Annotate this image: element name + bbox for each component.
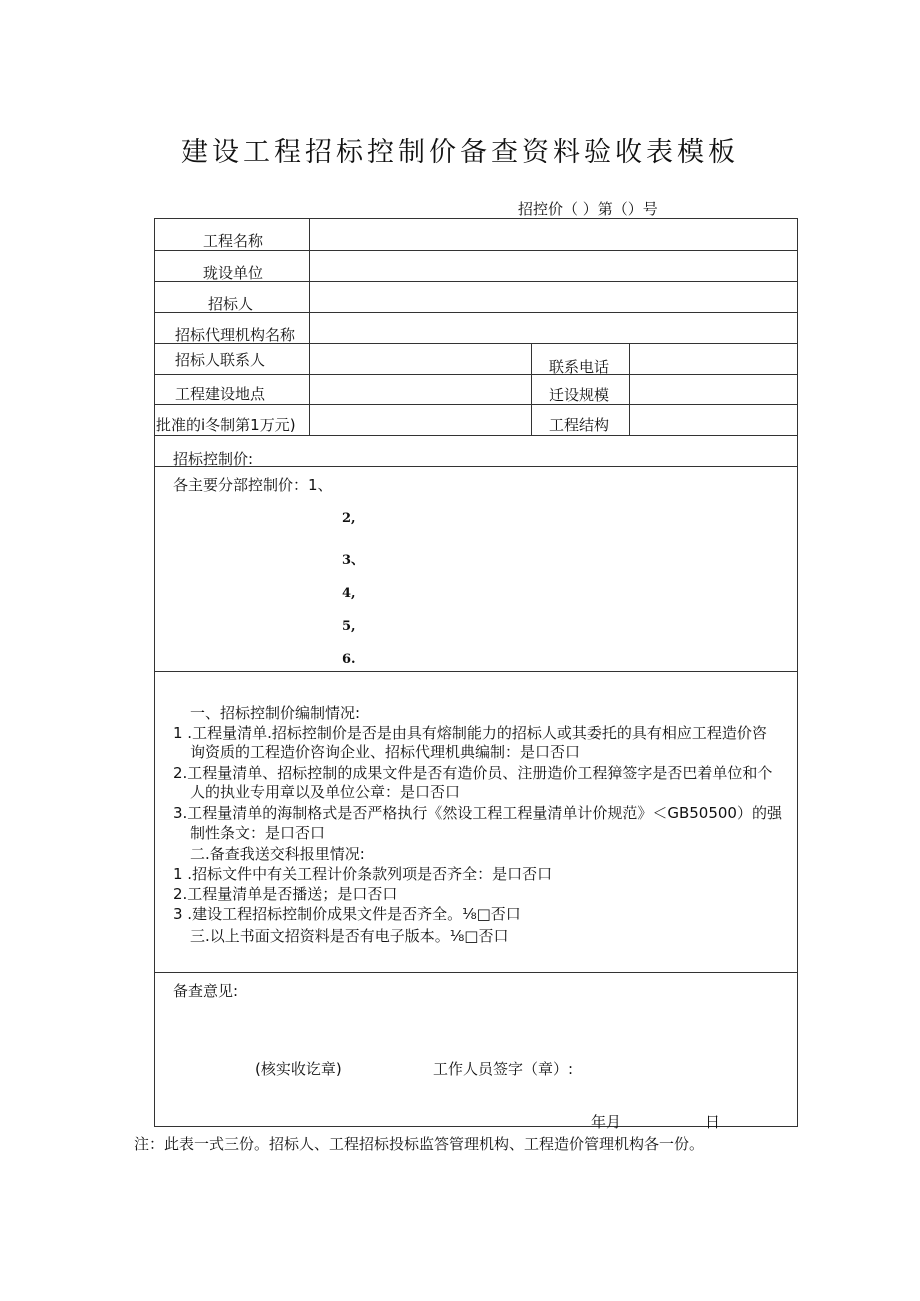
document-number: 招控价（ ）第（）号 (518, 200, 658, 218)
site-label: 工程建设地点 (175, 385, 266, 403)
contact-label: 招标人联系人 (175, 351, 266, 369)
sub-item-4: 4, (342, 586, 356, 601)
approved-budget-label: 批准的i冬制第1万元) (156, 416, 296, 434)
row-divider (154, 671, 798, 672)
sub-item-6: 6. (342, 652, 356, 667)
check-line: 2.工程量清单是否播送；是口否口 (173, 885, 398, 903)
control-price-label: 招标控制价: (173, 450, 254, 468)
check-section-1-heading: 一、招标控制价编制情况: (190, 704, 361, 722)
construction-unit-label: 珑设单位 (203, 264, 264, 282)
signature-label: 工作人员签字（章）: (433, 1060, 574, 1078)
agency-label: 招标代理机构名称 (175, 326, 296, 344)
row-divider (154, 435, 798, 436)
project-name-label: 工程名称 (203, 232, 264, 250)
check-line: 3 .建设工程招标控制价成果文件是否齐全。⅛□否口 (173, 905, 521, 923)
column-divider (531, 343, 532, 435)
phone-label: 联系电话 (549, 358, 610, 376)
check-line: 询资质的工程造价咨询企业、招标代理机典编制：是口否口 (190, 743, 581, 761)
page-title: 建设工程招标控制价备查资料验收表模板 (181, 137, 739, 168)
scale-label: 迁设规模 (549, 386, 610, 404)
sub-price-label: 各主要分部控制价：1、 (173, 476, 333, 494)
column-divider (629, 343, 630, 435)
sub-item-2: 2, (342, 511, 356, 526)
check-line: 2.工程量清单、招标控制的成果文件是否有造价员、注册造价工程獐签字是否巴着单位和个 (173, 764, 773, 782)
check-section-3-line: 三.以上书面文招资料是否有电子版本。⅛□否口 (190, 927, 509, 945)
row-divider (154, 374, 798, 375)
sub-item-5: 5, (342, 619, 356, 634)
check-line: 1 .工程量清单.招标控制价是否是由具有熔制能力的招标人或其委托的具有相应工程造价咨 (173, 724, 767, 742)
sub-item-3: 3、 (342, 553, 365, 568)
check-line: 人的执业专用章以及单位公章：是口否口 (190, 783, 461, 801)
tenderer-label: 招标人 (208, 295, 254, 313)
date-day: 日 (705, 1113, 721, 1131)
column-divider (309, 218, 310, 435)
check-line: 1 .招标文件中有关工程计价条款列项是否齐全：是口否口 (173, 865, 553, 883)
remarks-label: 备查意见: (173, 982, 239, 1000)
date-year-month: 年月 (591, 1113, 622, 1131)
check-line: 制性条文：是口否口 (190, 824, 326, 842)
row-divider (154, 404, 798, 405)
row-divider (154, 972, 798, 973)
footnote: 注：此表一式三份。招标人、工程招标投标监答管理机构、工程造价管理机构各一份。 (134, 1135, 705, 1153)
seal-label: (核实收讫章) (255, 1060, 342, 1078)
structure-label: 工程结构 (549, 416, 610, 434)
check-section-2-heading: 二.备查我送交科报里情况: (190, 845, 365, 863)
check-line: 3.工程量清单的海制格式是否严格执行《然设工程工程量清单计价规范》＜GB50500）的强 (173, 804, 782, 822)
